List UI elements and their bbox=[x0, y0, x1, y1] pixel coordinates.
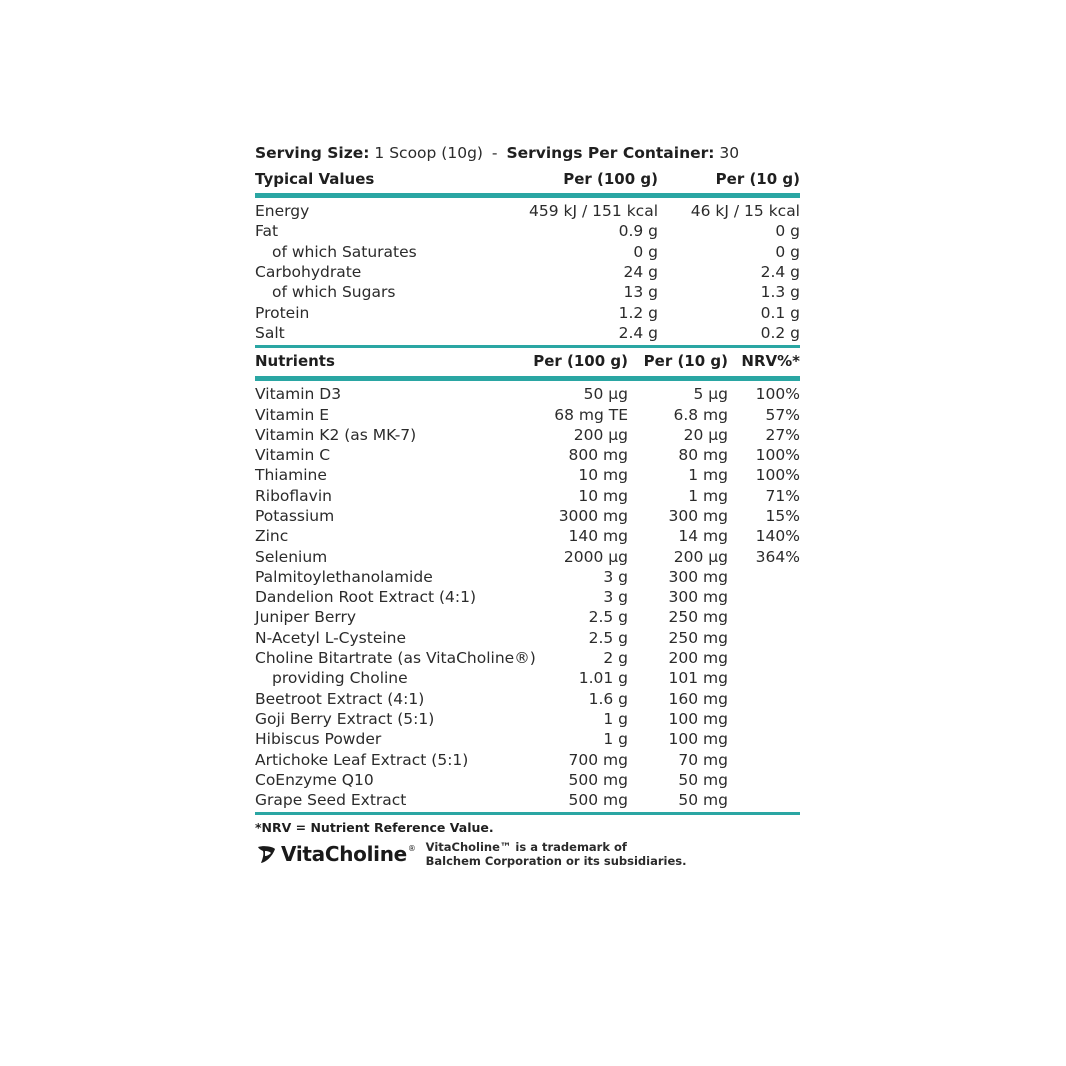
nutrient-row-per100: 68 mg TE bbox=[554, 405, 628, 424]
nutrient-row-per100: 10 mg bbox=[578, 466, 628, 485]
typical-row-per100: 1.2 g bbox=[618, 303, 658, 322]
typical-row-name: Fat bbox=[255, 222, 279, 241]
nutrients-per100-heading: Per (100 g) bbox=[533, 352, 628, 371]
typical-values-heading: Typical Values bbox=[255, 169, 375, 188]
nutrient-row-per10: 300 mg bbox=[668, 588, 728, 607]
nutrient-row bbox=[255, 628, 800, 648]
nutrient-row bbox=[255, 526, 800, 546]
nutrient-row-per10: 14 mg bbox=[678, 527, 728, 546]
nutrient-row-per10: 250 mg bbox=[668, 608, 728, 627]
nutrient-row-per10: 5 µg bbox=[693, 385, 728, 404]
nutrient-row-name: CoEnzyme Q10 bbox=[255, 770, 374, 789]
nutrients-header bbox=[255, 348, 800, 374]
nutrient-row-per100: 1 g bbox=[603, 709, 628, 728]
nutrient-row-name: Vitamin C bbox=[255, 446, 331, 465]
typical-row-per10: 2.4 g bbox=[760, 263, 800, 282]
nutrient-row bbox=[255, 770, 800, 790]
typical-per100-heading: Per (100 g) bbox=[563, 169, 658, 188]
typical-row-per10: 0 g bbox=[775, 222, 800, 241]
nutrients-table bbox=[255, 348, 800, 815]
nutrient-row-nrv: 100% bbox=[755, 385, 800, 404]
nutrients-nrv-heading: NRV%* bbox=[741, 352, 800, 371]
nutrient-row-per100: 2 g bbox=[603, 649, 628, 668]
nutrient-row-per100: 500 mg bbox=[568, 791, 628, 810]
typical-values-table bbox=[255, 166, 800, 348]
nutrient-row-per100: 800 mg bbox=[568, 446, 628, 465]
nutrient-row-per100: 10 mg bbox=[578, 486, 628, 505]
nutrient-row-name: Choline Bitartrate (as VitaCholine®) bbox=[255, 649, 536, 668]
serving-info bbox=[255, 140, 800, 166]
nutrient-row-per100: 2.5 g bbox=[588, 628, 628, 647]
nutrient-row-per10: 1 mg bbox=[688, 466, 728, 485]
nutrient-row bbox=[255, 506, 800, 526]
typical-row-name: Energy bbox=[255, 202, 310, 221]
typical-row-name: Salt bbox=[255, 323, 285, 342]
nutrient-row bbox=[255, 486, 800, 506]
nutrient-row-per100: 500 mg bbox=[568, 770, 628, 789]
nutrient-row-per10: 300 mg bbox=[668, 567, 728, 586]
nutrient-row-per10: 50 mg bbox=[678, 791, 728, 810]
typical-row-per100: 459 kJ / 151 kcal bbox=[529, 202, 658, 221]
servings-per-container-label: Servings Per Container: bbox=[506, 144, 715, 162]
section-rule bbox=[255, 812, 800, 815]
nrv-footnote: *NRV = Nutrient Reference Value. bbox=[255, 820, 494, 836]
typical-row bbox=[255, 323, 800, 343]
nutrient-row-nrv: 15% bbox=[765, 507, 800, 525]
nutrient-row-per10: 100 mg bbox=[668, 730, 728, 749]
nutrient-row-name: Juniper Berry bbox=[255, 608, 357, 627]
serving-size-value: 1 Scoop (10g) bbox=[374, 144, 483, 162]
vitacholine-logo-text: VitaCholine bbox=[281, 842, 407, 866]
nutrient-row-name: Grape Seed Extract bbox=[255, 791, 407, 810]
nutrient-row-nrv: 100% bbox=[755, 446, 800, 465]
typical-row-per100: 0.9 g bbox=[618, 222, 658, 241]
nutrient-row-per100: 140 mg bbox=[568, 527, 628, 546]
nutrient-row-per10: 101 mg bbox=[668, 669, 728, 688]
vitacholine-leaf-icon bbox=[255, 843, 277, 865]
nutrient-row-name: Vitamin D3 bbox=[255, 385, 342, 404]
nutrient-row-name: Beetroot Extract (4:1) bbox=[255, 689, 425, 708]
nutrient-row-per10: 200 µg bbox=[673, 547, 728, 566]
nutrient-row-per100: 1.01 g bbox=[578, 669, 628, 688]
nutrient-row bbox=[255, 445, 800, 465]
nutrient-row bbox=[255, 709, 800, 729]
nutrient-row-nrv: 140% bbox=[755, 527, 800, 546]
typical-values-header bbox=[255, 166, 800, 191]
nutrient-row-name: Potassium bbox=[255, 507, 335, 525]
vitacholine-logo bbox=[255, 842, 416, 866]
typical-row-per100: 2.4 g bbox=[618, 323, 658, 342]
nutrient-row-per100: 3 g bbox=[603, 588, 628, 607]
typical-row bbox=[255, 262, 800, 282]
nutrient-row bbox=[255, 689, 800, 709]
nutrient-row bbox=[255, 749, 800, 769]
nutrient-row-nrv: 71% bbox=[765, 486, 800, 505]
nutrient-row bbox=[255, 567, 800, 587]
nutrient-row bbox=[255, 648, 800, 668]
nutrient-row-name: providing Choline bbox=[272, 669, 408, 688]
typical-row-per10: 0.1 g bbox=[760, 303, 800, 322]
typical-row-name: Protein bbox=[255, 303, 310, 322]
nutrient-row-per100: 50 µg bbox=[583, 385, 628, 404]
nutrient-row bbox=[255, 384, 800, 404]
nutrient-row-per100: 1.6 g bbox=[588, 689, 628, 708]
nutrient-row-nrv: 100% bbox=[755, 466, 800, 485]
nutrients-heading: Nutrients bbox=[255, 352, 335, 371]
nutrient-row-name: Goji Berry Extract (5:1) bbox=[255, 709, 435, 728]
typical-row-name: of which Sugars bbox=[272, 283, 396, 302]
brand-block bbox=[255, 840, 686, 868]
typical-row-per100: 24 g bbox=[623, 263, 658, 282]
nutrient-row-per100: 2000 µg bbox=[563, 547, 628, 566]
serving-separator: - bbox=[491, 144, 498, 162]
trademark-line-1: VitaCholine™ is a trademark of bbox=[425, 840, 627, 854]
nutrient-row-nrv: 364% bbox=[755, 547, 800, 566]
nutrient-row-name: Dandelion Root Extract (4:1) bbox=[255, 588, 477, 607]
nutrient-row-per100: 3 g bbox=[603, 567, 628, 586]
nutrient-row-nrv: 27% bbox=[765, 425, 800, 444]
nutrient-row bbox=[255, 465, 800, 485]
typical-row-name: of which Saturates bbox=[272, 242, 417, 261]
typical-row-per10: 46 kJ / 15 kcal bbox=[690, 202, 800, 221]
nutrient-row bbox=[255, 607, 800, 627]
nutrient-row-per10: 6.8 mg bbox=[673, 405, 728, 424]
nutrient-row-name: Riboflavin bbox=[255, 486, 332, 505]
nutrient-row-per100: 700 mg bbox=[568, 750, 628, 769]
nutrient-row-name: N-Acetyl L-Cysteine bbox=[255, 628, 407, 647]
nutrient-row-per100: 2.5 g bbox=[588, 608, 628, 627]
nutrient-row bbox=[255, 587, 800, 607]
nutrient-row-per10: 300 mg bbox=[668, 507, 728, 525]
nutrient-row-name: Vitamin E bbox=[255, 405, 330, 424]
typical-row-per10: 0.2 g bbox=[760, 323, 800, 342]
nutrient-row bbox=[255, 404, 800, 424]
nutrient-row-name: Vitamin K2 (as MK-7) bbox=[255, 425, 417, 444]
nutrient-row-per10: 200 mg bbox=[668, 649, 728, 668]
nutrient-row-per10: 1 mg bbox=[688, 486, 728, 505]
nutrient-row-name: Palmitoylethanolamide bbox=[255, 567, 433, 586]
nutrient-row bbox=[255, 546, 800, 566]
nutrient-row-name: Thiamine bbox=[255, 466, 327, 485]
nutrient-row-per10: 100 mg bbox=[668, 709, 728, 728]
nutrient-row-per10: 80 mg bbox=[678, 446, 728, 465]
registered-mark: ® bbox=[407, 843, 416, 853]
typical-per10-heading: Per (10 g) bbox=[715, 169, 800, 188]
nutrient-row-per10: 20 µg bbox=[683, 425, 728, 444]
typical-row-per100: 13 g bbox=[623, 283, 658, 302]
nutrients-per10-heading: Per (10 g) bbox=[643, 352, 728, 371]
typical-row bbox=[255, 221, 800, 241]
trademark-note bbox=[426, 840, 687, 868]
typical-row bbox=[255, 282, 800, 302]
servings-per-container-value: 30 bbox=[719, 144, 740, 162]
nutrient-row-per100: 200 µg bbox=[573, 425, 628, 444]
typical-row-per10: 0 g bbox=[775, 242, 800, 261]
typical-row-name: Carbohydrate bbox=[255, 263, 362, 282]
nutrient-row-name: Selenium bbox=[255, 547, 328, 566]
typical-values-body bbox=[255, 198, 800, 345]
nutrient-row bbox=[255, 729, 800, 749]
nutrient-row-per100: 3000 mg bbox=[558, 507, 628, 525]
nutrient-row-name: Artichoke Leaf Extract (5:1) bbox=[255, 750, 469, 769]
typical-row bbox=[255, 302, 800, 322]
typical-row-per10: 1.3 g bbox=[760, 283, 800, 302]
typical-row bbox=[255, 242, 800, 262]
typical-row-per100: 0 g bbox=[633, 242, 658, 261]
nutrient-row-nrv: 57% bbox=[765, 405, 800, 424]
nutrition-panel bbox=[255, 140, 800, 837]
nutrient-row-per10: 160 mg bbox=[668, 689, 728, 708]
nutrient-row-per10: 70 mg bbox=[678, 750, 728, 769]
typical-row bbox=[255, 201, 800, 221]
nutrient-row bbox=[255, 668, 800, 688]
nutrient-row-name: Zinc bbox=[255, 527, 289, 546]
serving-size-label: Serving Size: bbox=[255, 144, 370, 162]
nutrient-row bbox=[255, 790, 800, 810]
nutrient-row-per10: 250 mg bbox=[668, 628, 728, 647]
nutrient-row bbox=[255, 425, 800, 445]
trademark-line-2: Balchem Corporation or its subsidiaries. bbox=[425, 854, 687, 868]
nutrients-body bbox=[255, 381, 800, 812]
nutrient-row-per100: 1 g bbox=[603, 730, 628, 749]
nutrient-row-name: Hibiscus Powder bbox=[255, 730, 382, 749]
nutrient-row-per10: 50 mg bbox=[678, 770, 728, 789]
